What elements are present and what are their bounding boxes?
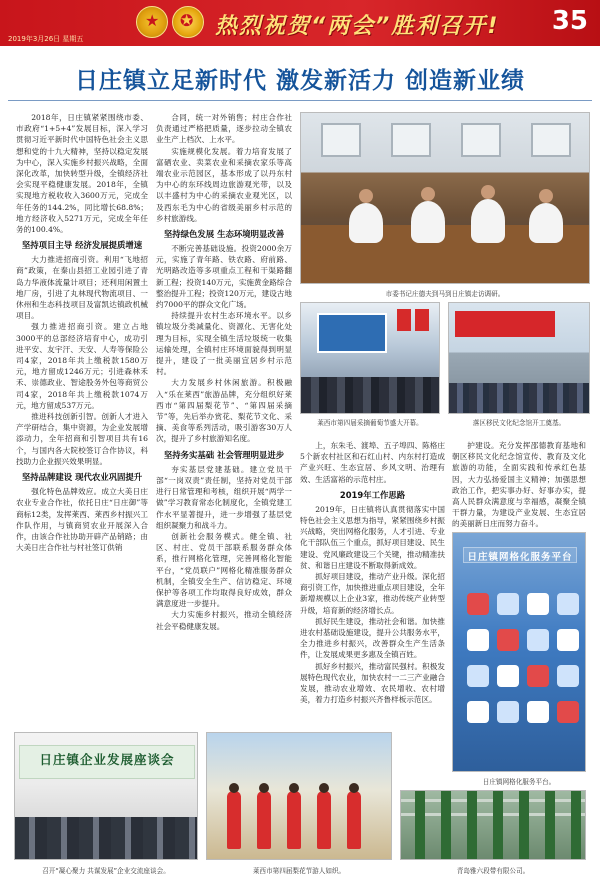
column-4 <box>452 440 586 528</box>
issue-date: 2019年3月26日 星期五 <box>8 35 84 43</box>
paragraph: 护建设。充分发挥邵德教育基地和朝区移民文化纪念馆宣传、教育及文化旅游的功能，全面实践和传承红色基因，大力弘扬爱国主义精神；加强思想政治工作，把实事办好、好事办实，提高人民群众满意度与幸福感，凝聚全镇干群力量，为建设产业发展、生态宜居的美丽新日庄而努力奋斗。 <box>452 441 586 528</box>
section-heading-society: 坚持务实基础 社会管理明显进步 <box>163 449 285 460</box>
photo-greenhouse <box>400 790 586 860</box>
photo-pear-festival <box>206 732 392 860</box>
photo-grid-service-platform <box>452 532 586 772</box>
paragraph: 2019年，日庄镇将认真贯彻落实中国特色社会主义思想为指导，紧紧围绕乡村振兴战略，突出网格化服务，人才引进、专业化干部队伍三个重点，抓好项目建设、民生建设、党风廉政建设三个关键，推动精准扶贫、和谐日庄建设不断取得新成效。 <box>300 504 445 570</box>
photo-enterprise-forum <box>14 732 198 860</box>
paragraph: 大力发展乡村休闲旅游。积极融入“乐在莱西”旅游品牌，充分组织好莱西市“第四届梨花节”、“第四届采摘节”等，先后举办赏花、梨花节文化、采摘、美食等系列活动，吸引游客30万人次，提升了乡村旅游知名度。 <box>156 378 292 444</box>
photo-caption: 青岛雅六段带有限公司。 <box>456 867 530 875</box>
paragraph: 不断完善基础设施。投资2000余万元，实施了青年路、铁农路、府前路、光明路改造等多项重点工程和干渠路翻新工程；投资140万元，实施黄金路综合整治提升工程；投资120万元，建设古地约7000平的群众文化广场。 <box>156 244 292 310</box>
photo-caption: 落区移民文化纪念馆开工奠基。 <box>472 419 566 427</box>
photo-caption: 召开“凝心聚力 共谋发展”企业交流座谈会。 <box>42 867 170 875</box>
photo-memorial <box>448 302 590 414</box>
photo-caption: 莱西市第四届梨花节游人如织。 <box>252 867 346 875</box>
article-headline: 日庄镇立足新时代 激发新活力 创造新业绩 <box>74 68 525 94</box>
paragraph: 强力推进招商引资。建立占地3000平的总部经济培育中心，成功引进平安、友宇汗、天安、人寿等保险公司4家，2018年共上缴税款1580万元，地方留成1246万元；引进森林禾禾、崇德政业、智途股务外包等商贸公司4家，2018年共上缴税款1074万元，地方留成537万元。 <box>16 322 148 410</box>
paragraph: 合同，统一对外销售；村庄合作社负责通过严格把质量，逐步拉动全镇农业生产上档次、上水平。 <box>156 113 292 145</box>
page-banner <box>0 0 600 46</box>
paragraph: 抓好项目建设，推动产业升级。深化招商引资工作，加快推进重点项目建设，全年新增规模以上企业3家，推动传统产业转型升级，培育新的经济增长点。 <box>300 572 445 615</box>
column-3 <box>300 440 445 728</box>
section-heading-green: 坚持绿色发展 生态环境明显改善 <box>163 229 285 240</box>
paragraph: 抓好乡村振兴，推动富民强村。积极发展特色现代农业，加快农村一二三产业融合发展，推动农业增效、农民增收、农村增美，着力打造乡村振兴齐鲁样板示范区。 <box>300 661 445 705</box>
paragraph: 实施规模化发展。着力培育发展了富硒农业、卖菜农业和采摘农家乐等高端农业示范园区，基本形成了以丹东村为中心的东环线周边旅游观光带，以及以丰盛村为中心的采摘农业观光区，以及西东毛为中心的省级美丽乡村示范的乡村旅游线。 <box>156 146 292 223</box>
paragraph: 强化特色品牌效应。成立大美日庄农业专业合作社，依托日庄“日庄御”等商标12类，发挥莱西、莱西乡村振兴工作队作用，与镇商贸农业开展深入合作，由该合作社协助开辟产品销路；由大美日庄合作社与村社签订供销 <box>16 487 148 553</box>
paragraph: 推进科技创新引智。创新人才进入产学研结合，集中资源，为企业发展增添动力，全年招商和引智项目共有16个，与国内各大院校签订合作协议，科技助力企业振兴效果明显。 <box>16 412 148 466</box>
banner-slogan: 热烈祝贺“两会”胜利召开! <box>215 14 500 39</box>
forum-banner-text: 日庄镇企业发展座谈会 <box>39 752 175 767</box>
photo-caption: 莱西市第四届采摘葡萄节盛大开幕。 <box>317 419 423 427</box>
paragraph: 上，东朱毛、渡埠、五子埠四、陈格庄5个新农村社区和石红山村、内东村打造成产业兴旺、生态宜居、乡风文明、治理有效、生活富裕的示范村庄。 <box>300 441 445 484</box>
section-heading-brand: 坚持品牌建设 现代农业巩固提升 <box>21 472 143 483</box>
national-emblem-icon <box>172 6 204 38</box>
photo-caption: 日庄镇网格化服务平台。 <box>482 778 556 786</box>
column-2 <box>156 112 292 710</box>
intro-paragraph: 2018年，日庄镇紧紧围绕市委、市政府“1+5+4”发展目标，深入学习贯彻习近平新时代中国特色社会主义思想和党的十九大精神，坚持以稳定发展为中心，深入实施乡村振兴战略，全面深化改革，加快转型升级，全镇经济社会实现平稳健康发展。2018年，全镇实现地方税收收入3600万元，完成全年任务的144.2%，同比增长68.8%；地方经济收入5271万元，完成全年任务的100.4%。 <box>16 113 148 235</box>
paragraph: 创新社会服务模式。健全镇、社区、村庄、党员干部联系服务群众体系，推行网格化管理，完善网格化智能平台，“党员联户”网格化精准服务群众机制，全镇安全生产、信访稳定、环境保护等各项工作均取得良好成效，群众满意度进一步提升。 <box>156 531 292 609</box>
paragraph: 抓好民生建设，推动社会和谐。加快推进农村基础设施建设，提升公共服务水平，全力推进乡村振兴，改善群众生产生活条件，让发展成果更多惠及全镇百姓。 <box>300 616 445 660</box>
section-heading-project: 坚持项目主导 经济发展提质增速 <box>21 240 143 251</box>
service-platform-title: 日庄镇网格化服务平台 <box>467 552 573 563</box>
paragraph: 大力推进招商引资。利用“飞地招商”政策，在秦山县招工业园引进了青岛力华液体流量计项目；还利用闲置土地厂房，引进了丸林现代物流项目、一休州和生态科技项目及富凯达镇政机械项目。 <box>16 255 148 321</box>
section-heading-2019-plan: 2019年工作思路 <box>339 489 406 500</box>
paragraph: 大力实施乡村振兴，推动全镇经济社会平稳健康发展。 <box>156 610 292 631</box>
headline-divider <box>8 100 592 101</box>
photo-caption: 市委书记庄德夫到马到日庄镇走访调研。 <box>385 290 505 298</box>
paragraph: 夯实基层党建基础。建立党员干部“一岗双责”责任制，坚持对党员干部进行日常管理和考核，组织开展“两学一做”学习教育常态化制度化，全镇党建工作水平显著提升，进一步增强了基层党组织凝聚力和战斗力。 <box>156 464 292 530</box>
page-number: 35 <box>551 6 588 36</box>
photo-expo <box>300 302 440 414</box>
party-emblem-icon <box>136 6 168 38</box>
paragraph: 持续提升农村生态环境水平。以乡镇垃圾分类减量化、资源化、无害化处理为目标，实现全镇生活垃圾统一收集运输处理，全镇村庄环境面貌得到明显提升，建设了一批美丽宜居乡村示范村。 <box>156 311 292 377</box>
photo-meeting <box>300 112 590 284</box>
column-1 <box>16 112 148 712</box>
